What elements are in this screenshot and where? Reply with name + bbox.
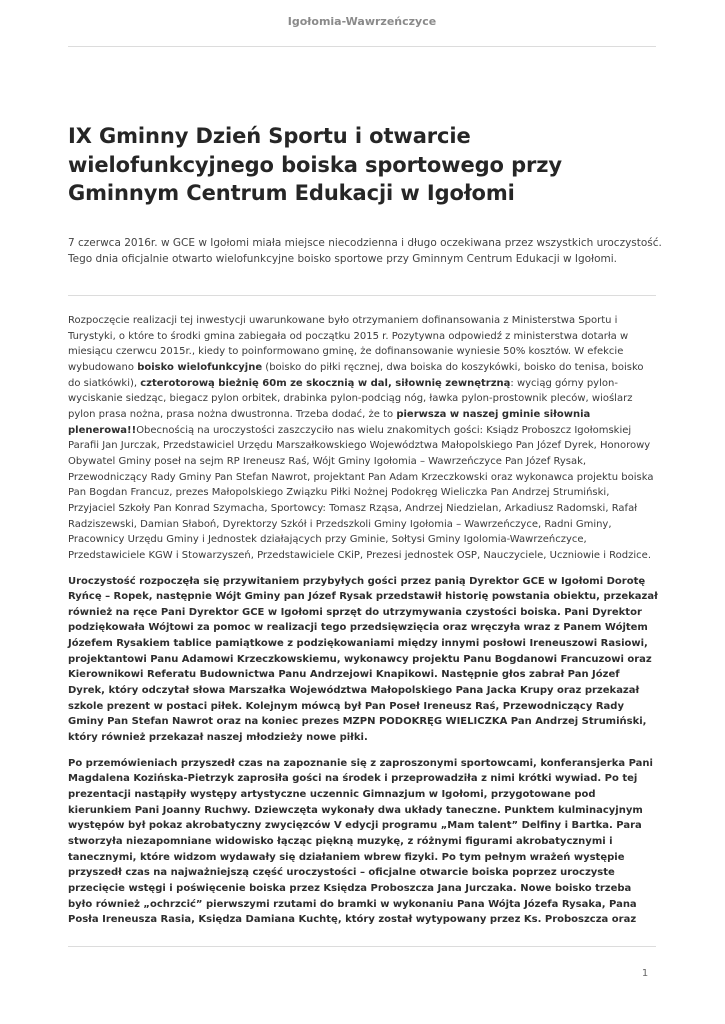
paragraph-text: : wyciąg górny pylon-wyciskanie siedząc, biegacz pylon orbitek, drabinka pylon-podciąg nóg, ławka pylon-prostownik pleców, wioślarz pylon prasa nożna, prasa nożna dwustronna. Trzeba dodać, że to — [68, 377, 633, 420]
header-divider — [68, 46, 656, 47]
paragraph-ceremony: Uroczystość rozpoczęła się przywitaniem przybyłych gości przez panią Dyrektor GCE w Igołomi Dorotę Ryńcę – Ropek, następnie Wójt Gminy pan Józef Rysak przedstawił historię powstania obiektu, przekazał również na ręce Pani Dyrektor GCE w Igołomi sprzęt do utrzymywania czystości boiska. Pani Dyrektor podziękowała Wójtowi za pomoc w realizacji tego przedsięwzięcia oraz wręczyła wraz z Panem Wójtem Józefem Rysakiem tablice pamiątkowe z podziękowaniami między innymi posłowi Ireneuszowi Rasiowi, projektantowi Panu Adamowi Krzeczkowskiemu, wykonawcy projektu Panu Bogdanowi Francuzowi oraz Kierownikowi Referatu Budownictwa Panu Andrzejowi Knapikowi. Następnie głos zabrał Pan Józef Dyrek, który odczytał słowa Marszałka Województwa Małopolskiego Pana Jacka Krupy oraz przekazał szkole prezent w postaci piłek. Kolejnym mówcą był Pan Poseł Ireneusz Raś, Przewodniczący Rady Gminy Pan Stefan Nawrot oraz na koniec prezes MZPN PODOKRĘG WIELICZKA Pan Andrzej Strumiński, który również przekazał naszej młodzieży nowe piłki. — [68, 575, 658, 744]
article-title: IX Gminny Dzień Sportu i otwarcie wielofunkcyjnego boiska sportowego przy Gminnym Centrum Edukacji w Igołomi — [68, 124, 562, 205]
page-number: 1 — [641, 968, 649, 979]
article-lead: 7 czerwca 2016r. w GCE w Igołomi miała miejsce niecodzienna i długo oczekiwana przez wszystkich uroczystość. Tego dnia oficjalnie otwarto wielofunkcyjne boisko sportowe przy Gminnym Centrum Edukacji w Igołomi. — [68, 237, 662, 265]
site-name-header: Igołomia-Wawrzeńczyce — [287, 15, 437, 28]
paragraph-text: Rozpoczęcie realizacji tej inwestycji uwarunkowane było otrzymaniem dofinansowania z Ministerstwa Sportu i Turystyki, o które to środki gmina zabiegała od początku 2015 r. Pozytywna odpowiedź z ministerstwa dotarła w miesiącu czerwcu 2015r., kiedy to poinformowano gminę, że dofinansowanie wyniesie 50% kosztów. W efekcie wybudowano — [68, 315, 629, 373]
paragraph-text: Obecnością na uroczystości zaszczyciło nas wielu znakomitych gości: Ksiądz Proboszcz Igołomskiej Parafii Jan Jurczak, Przedstawiciel Urzędu Marszałkowskiego Województwa Małopolskiego Pan Józef Dyrek, Honorowy Obywatel Gminy poseł na sejm RP Ireneusz Raś, Wójt Gminy Igołomia – Wawrzeńczyce Pan Józef Rysak, Przewodniczący Rady Gminy Pan Stefan Nawrot, projektant Pan Adam Krzeczkowski oraz wykonawca projektu boiska Pan Bogdan Francuz, prezes Małopolskiego Związku Piłki Nożnej Podokręg Wieliczka Pan Andrzej Strumiński, Przyjaciel Szkoły Pan Konrad Szymacha, Sportowcy: Tomasz Rząsa, Andrzej Niedzielan, Arkadiusz Radomski, Rafał Radziszewski, Damian Słaboń, Dyrektorzy Szkół i Przedszkoli Gminy Igołomia – Wawrzeńczyce, Radni Gminy, Pracownicy Urzędu Gminy i Jednostek działających przy Gminie, Sołtysi Gminy Igolomia-Wawrzeńczyce, Przedstawiciele KGW i Stowarzyszeń, Przedstawiciele CKiP, Prezesi jednostek OSP, Nauczyciele, Uczniowie i Rodzice. — [68, 424, 654, 561]
article-body — [68, 313, 658, 938]
lead-divider — [68, 295, 656, 296]
highlight-multifunction-field: boisko wielofunkcyjne — [137, 361, 263, 373]
paragraph-performances: Po przemówieniach przyszedł czas na zapoznanie się z zaproszonymi sportowcami, konferansjerka Pani Magdalena Kozińska-Pietrzyk zaprosiła gości na środek i przeprowadziła z nimi krótki wywiad. Po tej prezentacji nastąpiły występy artystyczne uczennic Gimnazjum w Igołomi, przygotowane pod kierunkiem Pani Joanny Ruchwy. Dziewczęta wykonały dwa układy taneczne. Punktem kulminacyjnym występów był pokaz akrobatyczny zwycięzców V edycji programu „Mam talent” Delfiny i Bartka. Para stworzyła niezapomniane widowisko łącząc piękną muzykę, z różnymi figurami akrobatycznymi i tanecznymi, które widzom wydawały się działaniem wbrew fizyki. Po tym pełnym wrażeń występie przyszedł czas na najważniejszą część uroczystości – oficjalne otwarcie boiska poprzez uroczyste przecięcie wstęgi i poświęcenie boiska przez Księdza Proboszcza Jana Jurczaka. Nowe boisko trzeba było również „ochrzcić” pierwszymi rzutami do bramki w wykonaniu Pana Wójta Józefa Rysaka, Pana Posła Ireneusza Rasia, Księdza Damiana Kuchtę, który został wytypowany przez Ks. Proboszcza oraz — [68, 757, 653, 926]
paragraph-investment — [68, 313, 658, 564]
footer-divider — [68, 946, 656, 947]
highlight-track-and-gym: czterotorową bieżnię 60m ze skocznią w dal, siłownię zewnętrzną — [140, 377, 511, 389]
highlight-first-outdoor-gym: pierwsza w naszej gminie siłownia plenerowa!! — [68, 408, 591, 436]
paragraph-text: (boisko do piłki ręcznej, dwa boiska do koszykówki, boisko do tenisa, boisko do siatkówki), — [68, 361, 644, 389]
